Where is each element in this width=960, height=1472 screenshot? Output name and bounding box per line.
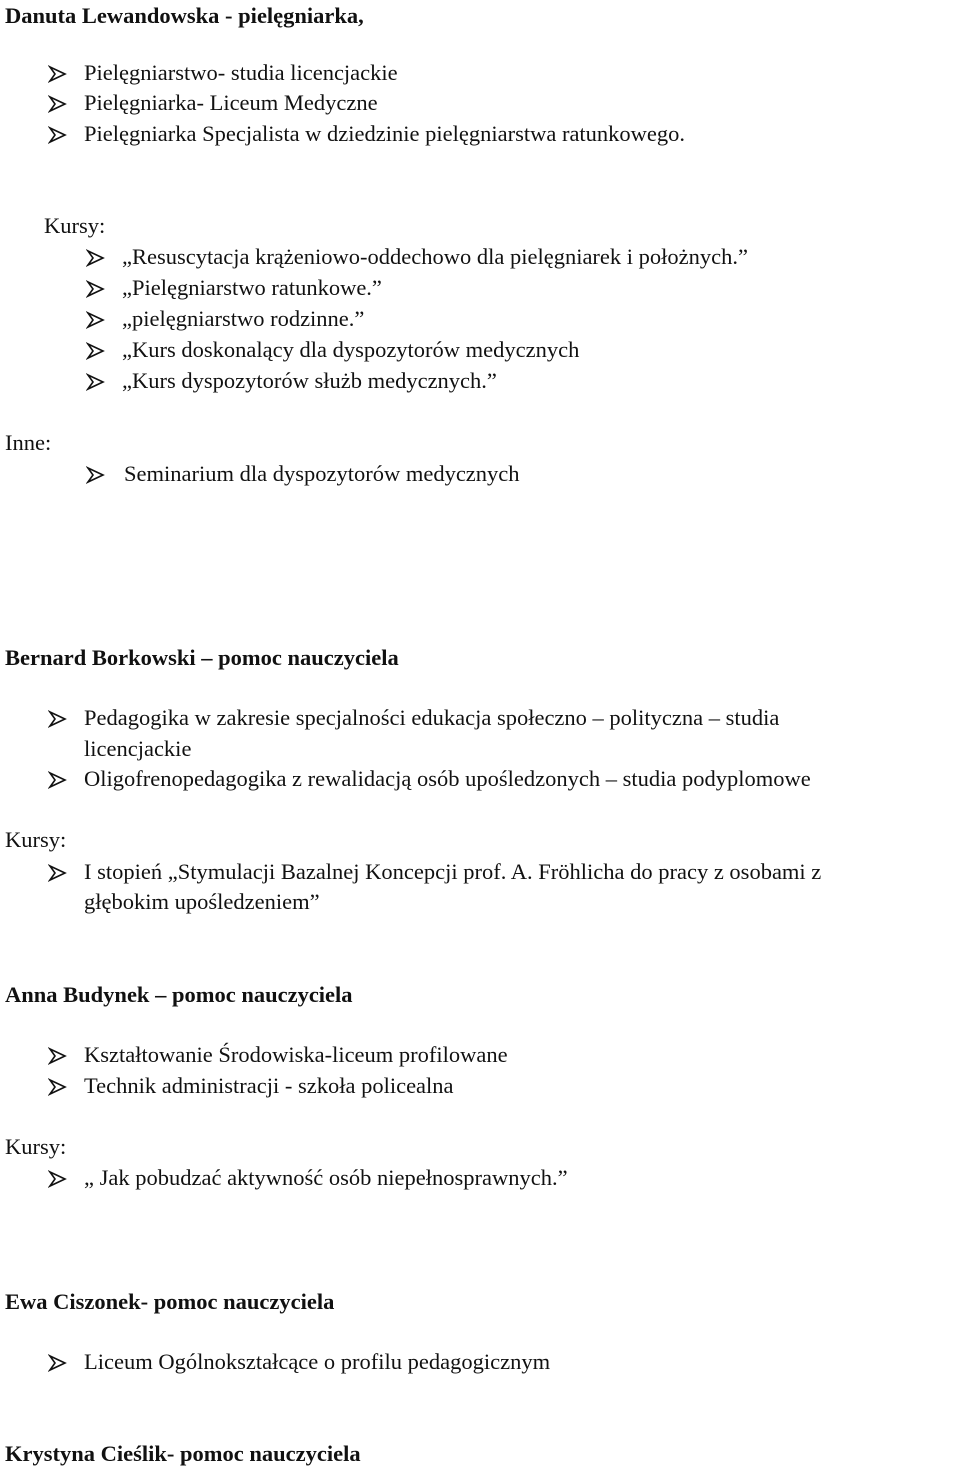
qualification-item: Liceum Ogólnokształcące o profilu pedagogicznym [84, 1349, 551, 1374]
courses-label: Kursy: [5, 827, 67, 852]
arrow-bullet-icon [48, 1353, 68, 1373]
arrow-bullet-icon [86, 465, 106, 485]
arrow-bullet-icon [86, 310, 106, 330]
qualification-item: Oligofrenopedagogika z rewalidacją osób upośledzonych – studia podyplomowe [84, 766, 811, 791]
person-heading-cieslik: Krystyna Cieślik- pomoc nauczyciela [5, 1441, 361, 1466]
arrow-bullet-icon [48, 1169, 68, 1189]
arrow-bullet-icon [86, 341, 106, 361]
courses-label: Kursy: [44, 213, 106, 238]
arrow-bullet-icon [48, 709, 68, 729]
course-item-continuation: głębokim upośledzeniem” [84, 889, 320, 914]
person-heading-borkowski: Bernard Borkowski – pomoc nauczyciela [5, 645, 399, 670]
course-item: „Resuscytacja krążeniowo-oddechowo dla pielęgniarek i położnych.” [122, 244, 749, 269]
course-item: „Kurs doskonalący dla dyspozytorów medycznych [122, 337, 580, 362]
arrow-bullet-icon [48, 1046, 68, 1066]
person-heading-lewandowska: Danuta Lewandowska - pielęgniarka, [5, 3, 364, 28]
qualification-item-continuation: licencjackie [84, 736, 192, 761]
course-item: „Kurs dyspozytorów służb medycznych.” [122, 368, 497, 393]
qualification-item: Pielęgniarstwo- studia licencjackie [84, 60, 398, 85]
qualification-item: Pielęgniarka- Liceum Medyczne [84, 90, 378, 115]
arrow-bullet-icon [86, 372, 106, 392]
arrow-bullet-icon [48, 863, 68, 883]
arrow-bullet-icon [48, 1077, 68, 1097]
course-item: I stopień „Stymulacji Bazalnej Koncepcji prof. A. Fröhlicha do pracy z osobami z [84, 859, 822, 884]
arrow-bullet-icon [48, 64, 68, 84]
arrow-bullet-icon [48, 125, 68, 145]
qualification-item: Pielęgniarka Specjalista w dziedzinie pielęgniarstwa ratunkowego. [84, 121, 686, 146]
courses-label: Kursy: [5, 1134, 67, 1159]
arrow-bullet-icon [48, 94, 68, 114]
qualification-item: Technik administracji - szkoła policealna [84, 1073, 454, 1098]
course-item: „Pielęgniarstwo ratunkowe.” [122, 275, 382, 300]
arrow-bullet-icon [86, 279, 106, 299]
course-item: „pielęgniarstwo rodzinne.” [122, 306, 365, 331]
other-item: Seminarium dla dyspozytorów medycznych [124, 461, 520, 486]
qualification-item: Kształtowanie Środowiska-liceum profilowane [84, 1042, 508, 1067]
other-label: Inne: [5, 430, 52, 455]
course-item: „ Jak pobudzać aktywność osób niepełnosprawnych.” [84, 1165, 568, 1190]
arrow-bullet-icon [48, 770, 68, 790]
qualification-item: Pedagogika w zakresie specjalności edukacja społeczno – polityczna – studia [84, 705, 780, 730]
person-heading-budynek: Anna Budynek – pomoc nauczyciela [5, 982, 353, 1007]
arrow-bullet-icon [86, 248, 106, 268]
person-heading-ciszonek: Ewa Ciszonek- pomoc nauczyciela [5, 1289, 335, 1314]
